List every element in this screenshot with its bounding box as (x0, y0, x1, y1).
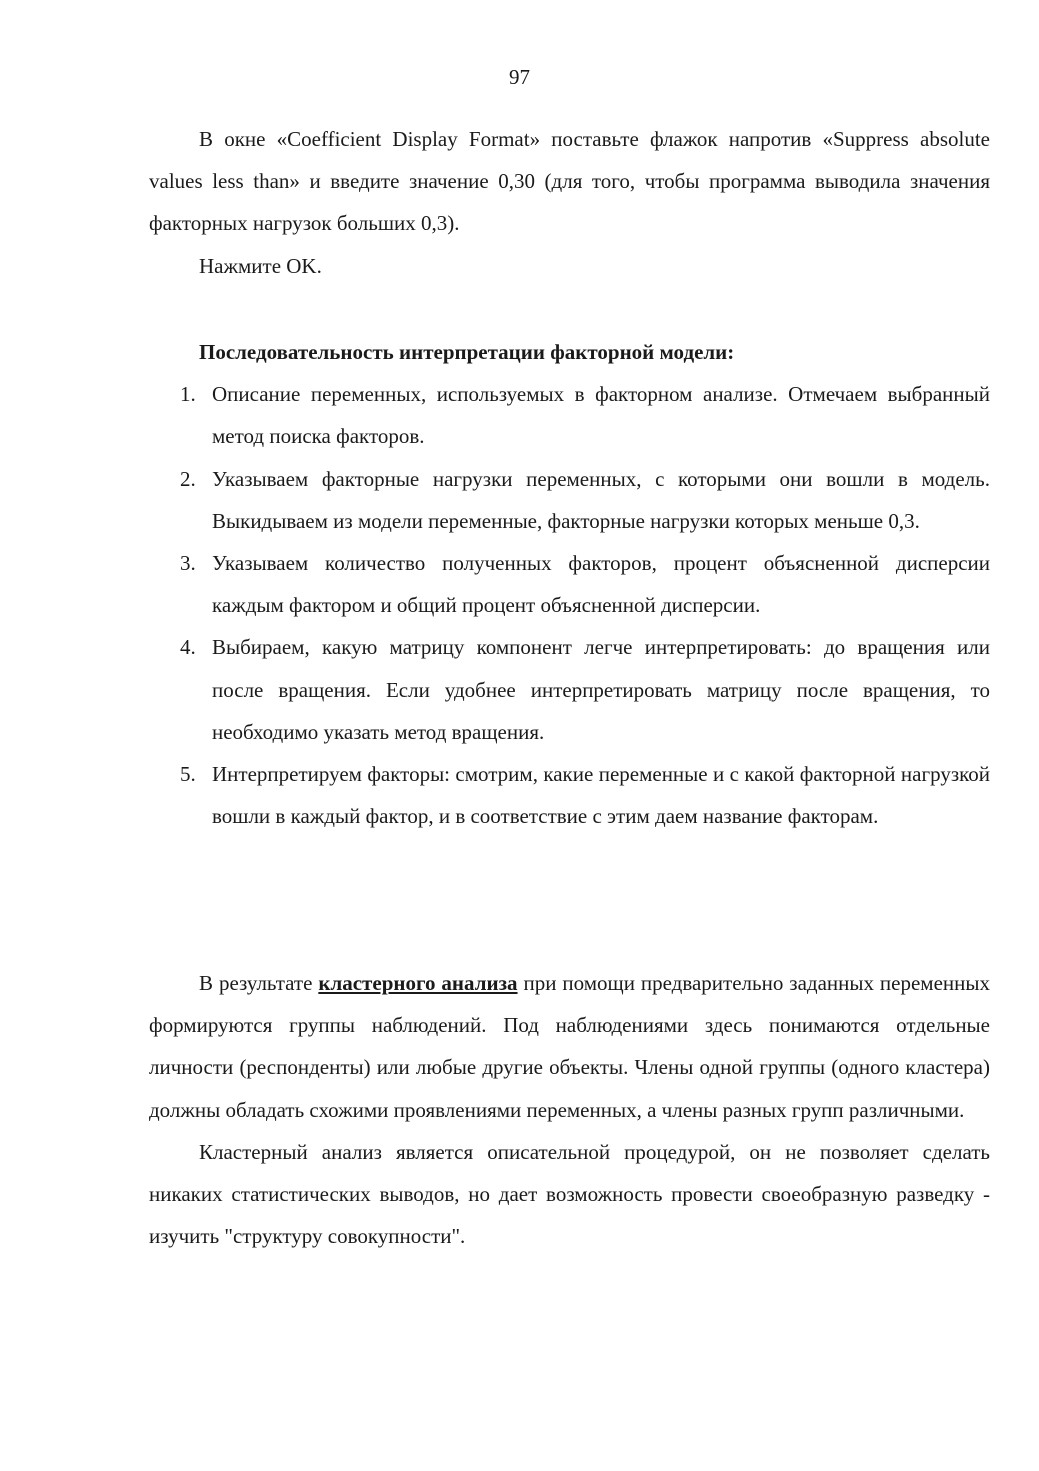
list-item-text: Указываем количество полученных факторов, процент объясненной дисперсии каждым фактором и общий процент объясненной дисперсии. (212, 551, 990, 618)
list-item-number: 5. (180, 762, 196, 787)
cluster-analysis-term: кластерного анализа (318, 971, 518, 995)
section-heading: Последовательность интерпретации факторной модели: (199, 340, 735, 364)
list-item (149, 542, 990, 626)
cluster-description-paragraph: Кластерный анализ является описательной процедурой, он не позволяет сделать никаких статистических выводов, но дает возможность провести своеобразную разведку - изучить "структуру совокупности". (149, 1139, 990, 1249)
list-item (149, 458, 990, 542)
list-item-text: Описание переменных, используемых в факторном анализе. Отмечаем выбранный метод поиска факторов. (212, 382, 990, 449)
list-item (149, 626, 990, 753)
list-item-number: 2. (180, 466, 196, 491)
cluster-intro-paragraph (149, 962, 990, 1131)
list-item-number: 4. (180, 635, 196, 660)
list-item-number: 1. (180, 382, 196, 407)
list-item (149, 373, 990, 457)
press-ok-paragraph: Нажмите OK. (199, 253, 322, 278)
cluster-text-after: при помощи предварительно заданных переменных формируются группы наблюдений. Под наблюдениями здесь понимаются отдельные личности (респонденты) или любые другие объекты. Члены одной группы (одного кластера) должны обладать схожими проявлениями переменных, а члены разных групп различными. (149, 971, 990, 1122)
cluster-text-before: В результате (199, 971, 319, 995)
list-item (149, 753, 990, 837)
cluster-section (149, 962, 990, 1257)
page-number: 97 (509, 65, 530, 89)
intro-section (149, 118, 990, 287)
interpretation-section (149, 331, 990, 837)
list-item-number: 3. (180, 551, 196, 576)
list-item-text: Выбираем, какую матрицу компонент легче интерпретировать: до вращения или после вращения. Если удобнее интерпретировать матрицу после вращения, то необходимо указать метод вращения. (212, 635, 990, 744)
intro-paragraph: В окне «Coefficient Display Format» поставьте флажок напротив «Suppress absolute values less than» и введите значение 0,30 (для того, чтобы программа выводила значения факторных нагрузок больших 0,3). (149, 127, 990, 236)
list-item-text: Указываем факторные нагрузки переменных, с которыми они вошли в модель. Выкидываем из модели переменные, факторные нагрузки которых меньше 0,3. (212, 466, 990, 533)
list-item-text: Интерпретируем факторы: смотрим, какие переменные и с какой факторной нагрузкой вошли в каждый фактор, и в соответствие с этим даем название факторам. (212, 762, 990, 829)
steps-list (149, 373, 990, 837)
